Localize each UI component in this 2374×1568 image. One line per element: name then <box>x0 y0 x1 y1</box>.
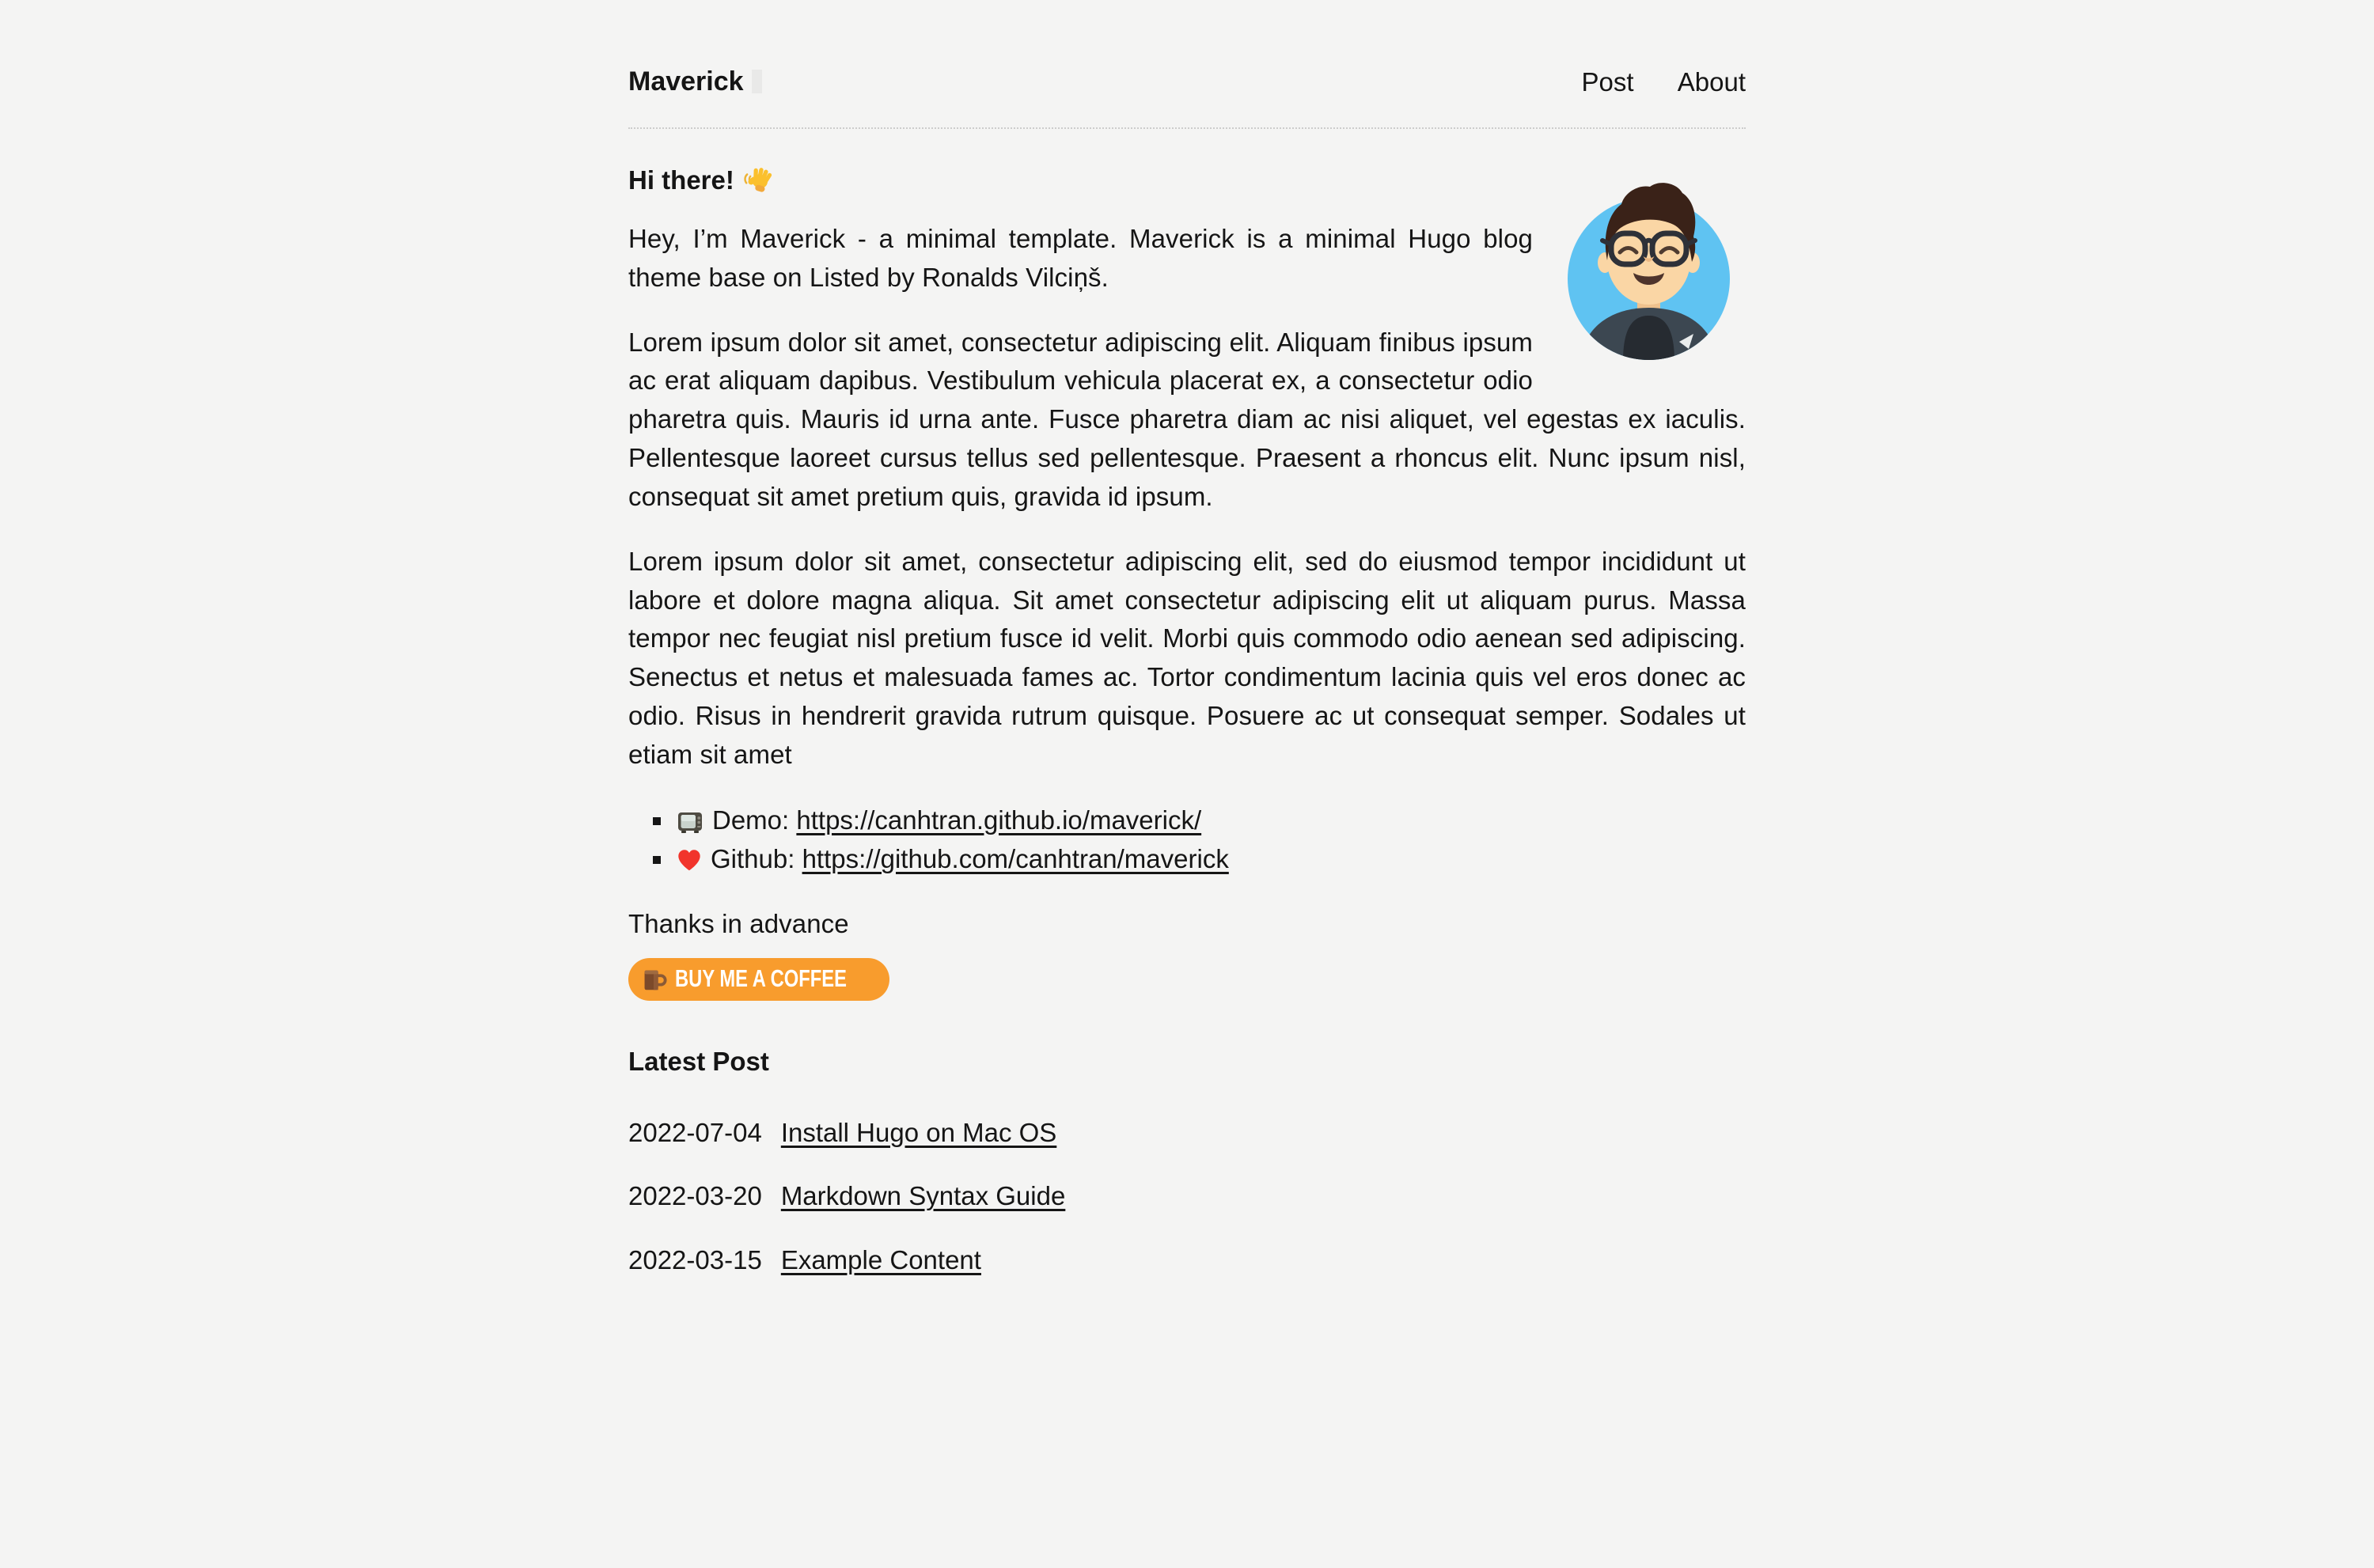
intro-paragraph: Hey, I’m Maverick - a minimal template. Maverick is a minimal Hugo blog theme base on Listed by Ronalds Vilciņš. <box>628 224 1533 292</box>
title-cursor <box>752 70 762 93</box>
nav-item-post[interactable]: Post <box>1581 66 1634 97</box>
waving-hand-icon <box>742 165 772 195</box>
latest-posts-section <box>628 1047 1746 1280</box>
post-row <box>628 1240 1746 1280</box>
post-date: 2022-07-04 <box>628 1117 762 1147</box>
site-title-group <box>628 66 762 97</box>
page-container <box>628 0 1746 1279</box>
greeting-heading: Hi there! <box>628 165 1746 195</box>
list-item <box>674 839 1746 879</box>
latest-posts-heading: Latest Post <box>628 1046 769 1076</box>
nav-item-about[interactable]: About <box>1677 66 1746 97</box>
tv-icon <box>676 807 704 835</box>
about-article <box>628 165 1746 1279</box>
thanks-text: Thanks in advance <box>628 908 849 938</box>
resource-label: Demo: <box>712 805 790 835</box>
buy-me-a-coffee-button[interactable] <box>628 958 889 1001</box>
coffee-button-label: BUY ME A COFFEE <box>675 965 847 992</box>
post-row <box>628 1113 1746 1153</box>
header-divider <box>628 127 1746 129</box>
github-link[interactable]: https://github.com/canhtran/maverick <box>802 844 1229 874</box>
site-title-link[interactable]: Maverick <box>628 66 744 97</box>
lorem-paragraph-1: Lorem ipsum dolor sit amet, consectetur adipiscing elit. Aliquam finibus ipsum ac erat aliquam dapibus. Vestibulum vehicula placerat ex, a consectetur odio pharetra quis. Mauris id urna ante. Fusce pharetra diam ac nisi aliquet, vel egestas ex iaculis. Pellentesque laoreet cursus tellus sed pellentesque. Praesent a rhoncus elit. Nunc ipsum nisl, consequat sit amet pretium quis, gravida id ipsum. <box>628 327 1746 511</box>
coffee-button-row <box>628 958 1746 1001</box>
post-date: 2022-03-20 <box>628 1181 762 1211</box>
post-link[interactable]: Example Content <box>780 1244 981 1274</box>
coffee-mug-icon <box>638 964 668 994</box>
site-header <box>628 66 1746 97</box>
list-item <box>674 801 1746 840</box>
post-link[interactable]: Markdown Syntax Guide <box>780 1181 1066 1211</box>
post-date: 2022-03-15 <box>628 1244 762 1274</box>
post-link[interactable]: Install Hugo on Mac OS <box>780 1117 1057 1147</box>
resource-list <box>628 801 1746 879</box>
demo-link[interactable]: https://canhtran.github.io/maverick/ <box>796 805 1202 835</box>
heart-icon <box>676 847 703 874</box>
post-row <box>628 1176 1746 1216</box>
resource-label: Github: <box>711 844 795 874</box>
main-nav <box>1545 67 1746 97</box>
author-avatar <box>1568 178 1730 360</box>
lorem-paragraph-2: Lorem ipsum dolor sit amet, consectetur adipiscing elit, sed do eiusmod tempor incididunt ut labore et dolore magna aliqua. Sit amet consectetur adipiscing elit ut aliquam purus. Massa tempor nec feugiat nisl pretium fusce id velit. Morbi quis commodo odio aenean sed adipiscing. Senectus et netus et malesuada fames ac. Tortor condimentum lacinia quis vel eros donec ac odio. Risus in hendrerit gravida rutrum quisque. Posuere ac ut consequat semper. Sodales ut etiam sit amet <box>628 546 1746 769</box>
